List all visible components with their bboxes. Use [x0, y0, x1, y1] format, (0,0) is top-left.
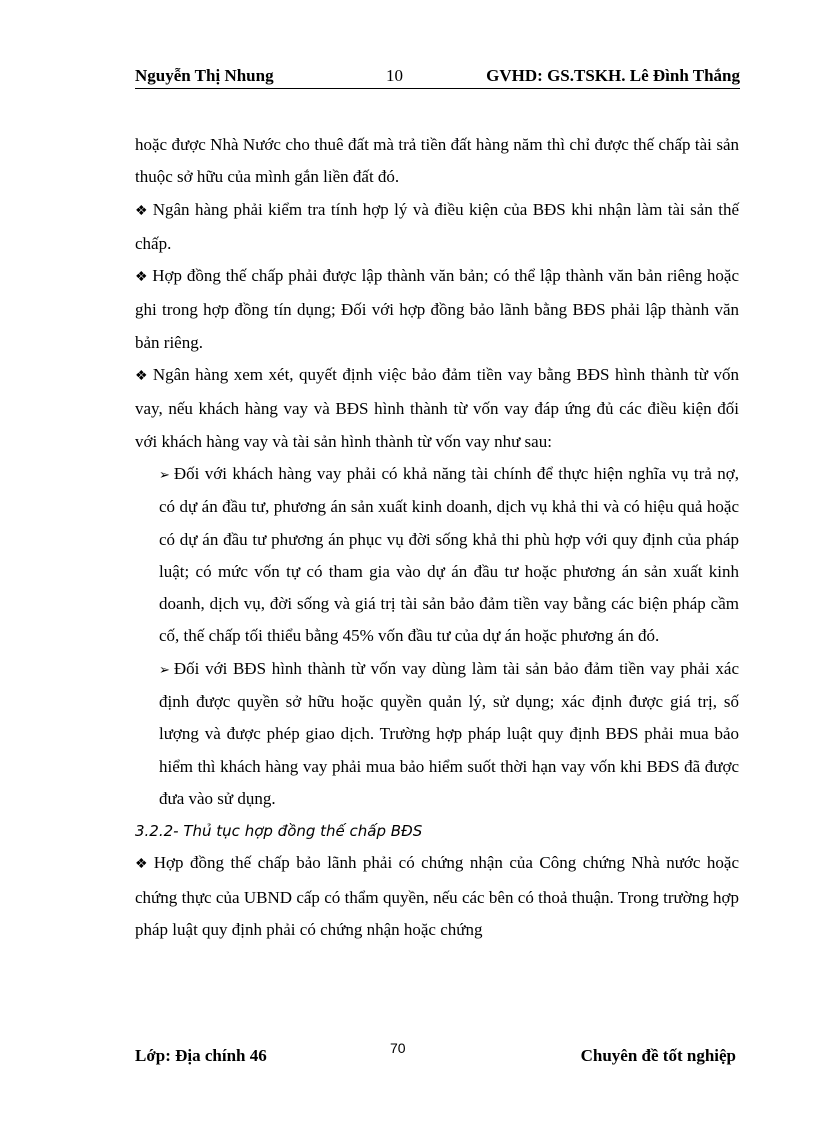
bullet-text: Ngân hàng phải kiểm tra tính hợp lý và điều kiện của BĐS khi nhận làm tài sản thế chấp. [135, 199, 739, 253]
paragraph: hoặc được Nhà Nước cho thuê đất mà trả tiền đất hàng năm thì chỉ được thế chấp tài sản thuộc sở hữu của mình gắn liền đất đó. [135, 135, 739, 187]
sub-bullet-item [159, 653, 739, 815]
bullet-item [135, 260, 739, 359]
arrow-bullet-icon: ➢ [159, 661, 170, 677]
footer-class-label: Lớp: Địa chính 46 [135, 1046, 267, 1065]
header-chapter-number: 10 [386, 66, 403, 85]
diamond-bullet-icon: ❖ [135, 203, 149, 219]
diamond-bullet-icon: ❖ [135, 270, 149, 286]
body-text [135, 129, 739, 946]
bullet-item [135, 194, 739, 261]
sub-bullet-text: Đối với BĐS hình thành từ vốn vay dùng làm tài sản bảo đảm tiền vay phải xác định được quyền sở hữu hoặc quyền quản lý, sử dụng; xác định được giá trị, số lượng và được phép giao dịch. Trường hợp pháp luật quy định BĐS phải mua bảo hiểm thì khách hàng vay phải mua bảo hiểm suốt thời hạn vay vốn khi BĐS đã được đưa vào sử dụng. [159, 658, 739, 808]
sub-bullet-item [159, 458, 739, 653]
header-supervisor: GVHD: GS.TSKH. Lê Đình Thắng [486, 66, 740, 85]
diamond-bullet-icon: ❖ [135, 857, 150, 873]
section-heading: 3.2.2- Thủ tục hợp đồng thế chấp BĐS [135, 822, 423, 841]
bullet-item [135, 359, 739, 458]
bullet-text: Ngân hàng xem xét, quyết định việc bảo đảm tiền vay bằng BĐS hình thành từ vốn vay, nếu khách hàng vay và BĐS hình thành từ vốn vay đáp ứng đủ các điều kiện đối với khách hàng vay và tài sản hình thành từ vốn vay như sau: [135, 365, 739, 451]
page-number: 70 [390, 1040, 406, 1056]
page-header [135, 64, 740, 89]
page-footer [135, 1040, 740, 1070]
arrow-bullet-icon: ➢ [159, 466, 170, 482]
bullet-text: Hợp đồng thế chấp phải được lập thành văn bản; có thể lập thành văn bản riêng hoặc ghi trong hợp đồng tín dụng; Đối với hợp đồng bảo lãnh bằng BĐS phải lập thành văn bản riêng. [135, 266, 739, 352]
footer-doc-type: Chuyên đề tốt nghiệp [580, 1046, 736, 1065]
diamond-bullet-icon: ❖ [135, 369, 149, 385]
header-author: Nguyễn Thị Nhung [135, 66, 274, 85]
bullet-item [135, 847, 739, 946]
bullet-text: Hợp đồng thế chấp bảo lãnh phải có chứng nhận của Công chứng Nhà nước hoặc chứng thực của UBND cấp có thẩm quyền, nếu các bên có thoả thuận. Trong trường hợp pháp luật quy định phải có chứng nhận hoặc chứng [135, 853, 739, 939]
sub-bullet-text: Đối với khách hàng vay phải có khả năng tài chính để thực hiện nghĩa vụ trả nợ, có dự án đầu tư, phương án sản xuất kinh doanh, dịch vụ khả thi và có hiệu quả hoặc có dự án đầu tư phương án phục vụ đời sống khả thi phù hợp với quy định của pháp luật; có mức vốn tự có tham gia vào dự án đầu tư hoặc phương án sản xuất kinh doanh, dịch vụ, đời sống và giá trị tài sản bảo đảm tiền vay bằng các biện pháp cầm cố, thế chấp tối thiểu bằng 45% vốn đầu tư của dự án hoặc phương án đó. [159, 463, 739, 646]
